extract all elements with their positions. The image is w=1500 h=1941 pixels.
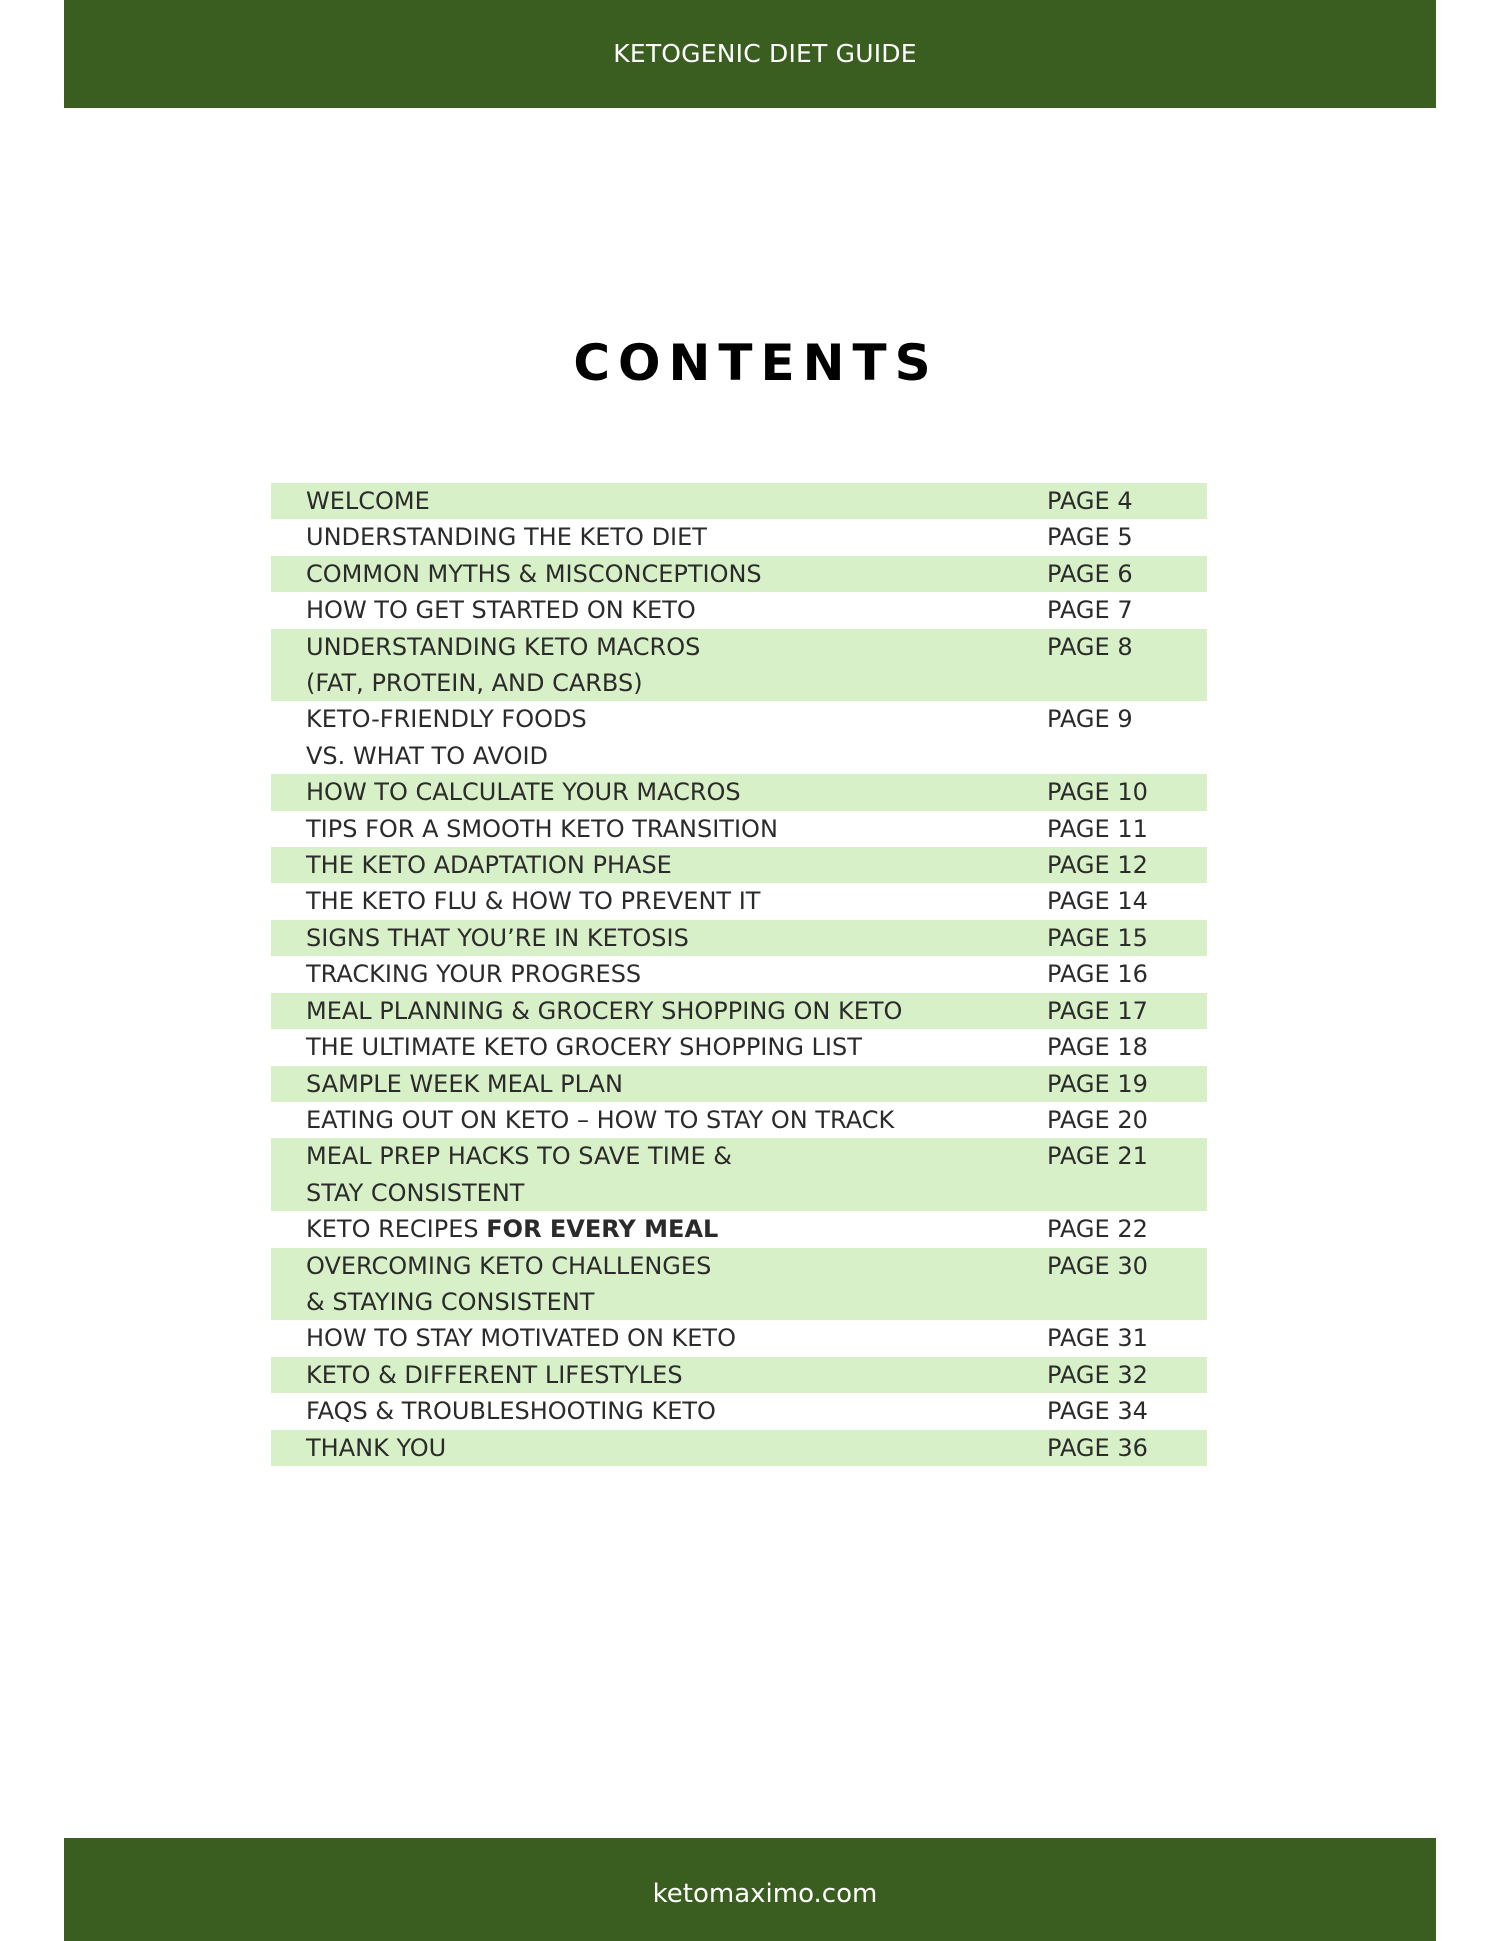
toc-row xyxy=(271,883,1207,919)
toc-row xyxy=(271,1357,1207,1393)
toc-entry-page: PAGE 7 xyxy=(1047,596,1133,625)
toc-entry-title-line: MEAL PLANNING & GROCERY SHOPPING ON KETO xyxy=(306,996,903,1025)
toc-entry-page: PAGE 18 xyxy=(1047,1033,1148,1062)
toc-row xyxy=(271,1211,1207,1247)
toc-entry-page: PAGE 22 xyxy=(1047,1215,1148,1244)
toc-entry-title-line: WELCOME xyxy=(306,487,430,515)
toc-entry-title xyxy=(271,1430,1006,1466)
toc-entry-page: PAGE 4 xyxy=(1047,487,1133,515)
toc-entry-title xyxy=(271,883,1006,919)
toc-entry-page: PAGE 11 xyxy=(1047,814,1148,843)
toc-entry-page: PAGE 20 xyxy=(1047,1105,1148,1134)
header-title: KETOGENIC DIET GUIDE xyxy=(613,38,917,68)
toc-entry-title-line: TIPS FOR A SMOOTH KETO TRANSITION xyxy=(306,814,778,843)
footer-bar xyxy=(64,1838,1436,1941)
toc-entry-title xyxy=(271,629,1006,702)
toc-entry-title-line: STAY CONSISTENT xyxy=(306,1178,525,1207)
page-title: CONTENTS xyxy=(573,334,939,392)
toc-entry-title-line: KETO & DIFFERENT LIFESTYLES xyxy=(306,1360,683,1389)
toc-row xyxy=(271,811,1207,847)
toc-entry-title xyxy=(271,920,1006,956)
toc-row xyxy=(271,1320,1207,1356)
toc-entry-page: PAGE 10 xyxy=(1047,778,1148,807)
toc-row xyxy=(271,1066,1207,1102)
toc-entry-title-line: VS. WHAT TO AVOID xyxy=(306,741,549,770)
toc-row xyxy=(271,774,1207,810)
toc-entry-title-line: THE KETO ADAPTATION PHASE xyxy=(306,851,672,880)
toc-entry-title-line: SIGNS THAT YOU’RE IN KETOSIS xyxy=(306,923,689,952)
toc-entry-title xyxy=(271,1320,1006,1356)
toc-entry-page: PAGE 12 xyxy=(1047,851,1148,880)
toc-entry-title-line: MEAL PREP HACKS TO SAVE TIME & xyxy=(306,1142,733,1171)
toc-entry-page: PAGE 32 xyxy=(1047,1360,1148,1389)
toc-entry-title-line: HOW TO STAY MOTIVATED ON KETO xyxy=(306,1324,736,1353)
toc-entry-title xyxy=(271,993,1006,1029)
toc-entry-title-line: OVERCOMING KETO CHALLENGES xyxy=(306,1251,712,1280)
toc-entry-title-line: KETO-FRIENDLY FOODS xyxy=(306,705,587,734)
toc-row xyxy=(271,993,1207,1029)
toc-entry-title-line: THE KETO FLU & HOW TO PREVENT IT xyxy=(306,887,761,916)
toc-entry-page: PAGE 14 xyxy=(1047,887,1148,916)
toc-entry-page: PAGE 36 xyxy=(1047,1433,1148,1462)
toc-row xyxy=(271,592,1207,628)
toc-row xyxy=(271,847,1207,883)
toc-entry-title xyxy=(271,1029,1006,1065)
toc-entry-title-line: HOW TO GET STARTED ON KETO xyxy=(306,596,696,625)
toc-entry-title xyxy=(271,592,1006,628)
toc-row xyxy=(271,956,1207,992)
toc-entry-title xyxy=(271,1138,1006,1211)
toc-entry-page: PAGE 5 xyxy=(1047,523,1133,552)
toc-entry-title-line: UNDERSTANDING KETO MACROS xyxy=(306,632,701,661)
toc-entry-title-line: THE ULTIMATE KETO GROCERY SHOPPING LIST xyxy=(306,1033,862,1062)
toc-row xyxy=(271,556,1207,592)
toc-entry-page: PAGE 19 xyxy=(1047,1069,1148,1098)
toc-entry-title xyxy=(271,1248,1006,1321)
toc-entry-title-line: UNDERSTANDING THE KETO DIET xyxy=(306,523,707,552)
toc-entry-title-line: EATING OUT ON KETO – HOW TO STAY ON TRACK xyxy=(306,1105,895,1134)
toc-entry-title-line: SAMPLE WEEK MEAL PLAN xyxy=(306,1069,623,1098)
toc-row xyxy=(271,483,1207,519)
footer-website: ketomaximo.com xyxy=(652,1878,878,1909)
toc-entry-page: PAGE 9 xyxy=(1047,705,1133,734)
toc-entry-title-line: HOW TO CALCULATE YOUR MACROS xyxy=(306,778,741,807)
toc-entry-title-line: THANK YOU xyxy=(306,1433,447,1462)
toc-entry-page: PAGE 17 xyxy=(1047,996,1148,1025)
toc-row xyxy=(271,629,1207,702)
toc-entry-title xyxy=(271,556,1006,592)
toc-row xyxy=(271,1248,1207,1321)
toc-entry-title-line: (FAT, PROTEIN, AND CARBS) xyxy=(306,669,643,698)
toc-entry-page: PAGE 34 xyxy=(1047,1397,1148,1426)
toc-entry-title xyxy=(271,1102,1006,1138)
toc-row xyxy=(271,1430,1207,1466)
table-of-contents xyxy=(271,483,1207,1466)
toc-entry-page: PAGE 15 xyxy=(1047,923,1148,952)
toc-row xyxy=(271,920,1207,956)
toc-entry-title xyxy=(271,1357,1006,1393)
toc-entry-title-line: COMMON MYTHS & MISCONCEPTIONS xyxy=(306,559,762,588)
toc-row xyxy=(271,1138,1207,1211)
toc-row xyxy=(271,519,1207,555)
toc-entry-page: PAGE 6 xyxy=(1047,559,1133,588)
toc-entry-title-emphasis: FOR EVERY MEAL xyxy=(486,1215,719,1244)
toc-entry-title xyxy=(271,519,1006,555)
toc-entry-title-line: FAQS & TROUBLESHOOTING KETO xyxy=(306,1397,716,1426)
toc-row xyxy=(271,1393,1207,1429)
toc-entry-title xyxy=(271,811,1006,847)
toc-entry-title xyxy=(271,1393,1006,1429)
toc-entry-title xyxy=(271,483,1006,519)
toc-entry-title xyxy=(271,1066,1006,1102)
toc-entry-title-line: TRACKING YOUR PROGRESS xyxy=(306,960,642,989)
toc-entry-title xyxy=(271,956,1006,992)
toc-entry-title xyxy=(271,774,1006,810)
toc-entry-title xyxy=(271,847,1006,883)
toc-row xyxy=(271,1102,1207,1138)
header-bar xyxy=(64,0,1436,108)
toc-row xyxy=(271,1029,1207,1065)
toc-entry-page: PAGE 16 xyxy=(1047,960,1148,989)
toc-entry-title xyxy=(271,1211,1006,1247)
toc-entry-title-line: & STAYING CONSISTENT xyxy=(306,1287,595,1316)
toc-entry-page: PAGE 8 xyxy=(1047,632,1133,661)
toc-entry-page: PAGE 31 xyxy=(1047,1324,1148,1353)
toc-entry-page: PAGE 21 xyxy=(1047,1142,1148,1171)
toc-row xyxy=(271,701,1207,774)
toc-entry-title-line: KETO RECIPES xyxy=(306,1215,487,1244)
toc-entry-title-line xyxy=(306,1211,1006,1247)
toc-entry-title xyxy=(271,701,1006,774)
toc-entry-page: PAGE 30 xyxy=(1047,1251,1148,1280)
